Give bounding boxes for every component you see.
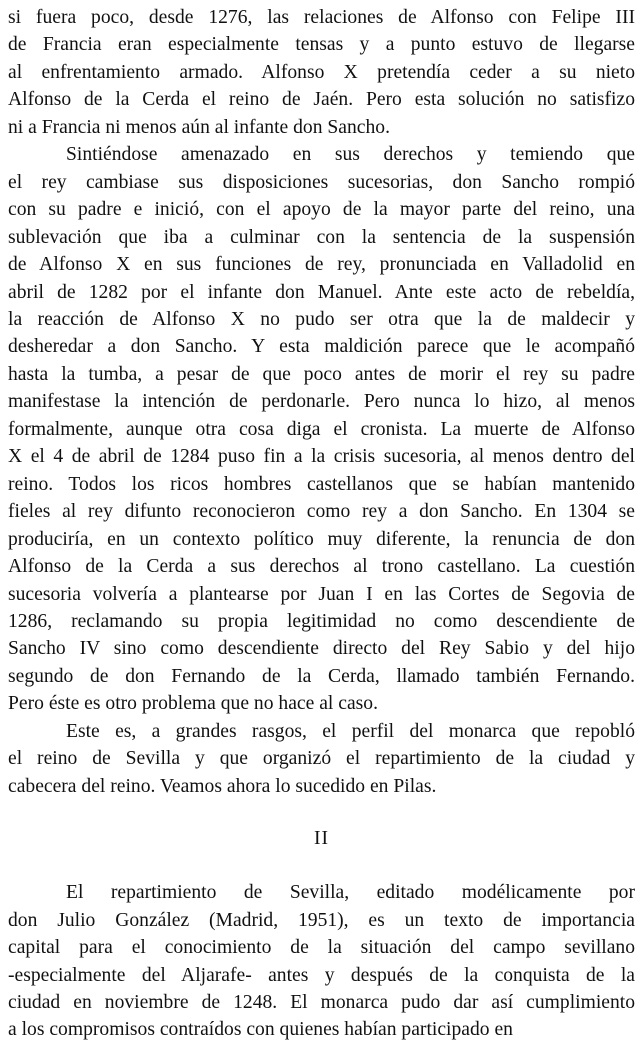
text-line: ciudad en noviembre de 1248. El monarca pudo dar así cumplimiento (8, 991, 635, 1013)
text-line: de Francia eran especialmente tensas y a punto estuvo de llegarse (8, 34, 635, 56)
text-line: con su padre e inició, con el apoyo de la mayor parte del reino, una (8, 199, 635, 221)
body-text-after-section (8, 879, 635, 1044)
text-line: desheredar a don Sancho. Y esta maldición parece que le acompañó (8, 336, 635, 358)
body-text-before-section (8, 4, 635, 800)
text-line: -especialmente del Aljarafe- antes y después de la conquista de la (8, 964, 635, 986)
text-line: don Julio González (Madrid, 1951), es un texto de importancia (8, 909, 635, 931)
text-line: abril de 1282 por el infante don Manuel. Ante este acto de rebeldía, (8, 281, 635, 303)
text-line: formalmente, aunque otra cosa diga el cronista. La muerte de Alfonso (8, 418, 635, 440)
text-line: ni a Francia ni menos aún al infante don Sancho. (8, 116, 390, 138)
text-line: Pero éste es otro problema que no hace al caso. (8, 693, 378, 715)
text-line: manifestase la intención de perdonarle. Pero nunca lo hizo, al menos (8, 391, 635, 413)
text-line: sucesoria volvería a plantearse por Juan I en las Cortes de Segovia de (8, 583, 635, 605)
text-line: el reino de Sevilla y que organizó el repartimiento de la ciudad y (8, 748, 635, 770)
text-line: cabecera del reino. Veamos ahora lo sucedido en Pilas. (8, 775, 437, 797)
text-line: reino. Todos los ricos hombres castellanos que se habían mantenido (8, 473, 635, 495)
text-line: si fuera poco, desde 1276, las relaciones de Alfonso con Felipe III (8, 7, 635, 28)
text-line: Sintiéndose amenazado en sus derechos y temiendo que (66, 144, 635, 166)
text-line: hasta la tumba, a pesar de que poco antes de morir el rey su padre (8, 363, 635, 385)
paragraph (8, 4, 635, 141)
text-line: fieles al rey difunto reconocieron como rey a don Sancho. En 1304 se (8, 501, 635, 523)
text-line: la reacción de Alfonso X no pudo ser otra que la de maldecir y (8, 308, 635, 330)
text-line: produciría, en un contexto político muy diferente, la renuncia de don (8, 528, 635, 550)
text-line: el rey cambiase sus disposiciones sucesorias, don Sancho rompió (8, 171, 635, 193)
text-line: segundo de don Fernando de la Cerda, llamado también Fernando. (8, 665, 635, 687)
paragraph (8, 879, 635, 1044)
paragraph (8, 718, 635, 800)
text-line: Alfonso de la Cerda el reino de Jaén. Pero esta solución no satisfizo (8, 89, 635, 111)
text-line: Sancho IV sino como descendiente directo del Rey Sabio y del hijo (8, 638, 635, 660)
text-line: 1286, reclamando su propia legitimidad no como descendiente de (8, 610, 635, 632)
text-line: Este es, a grandes rasgos, el perfil del monarca que repobló (66, 720, 635, 742)
text-line: a los compromisos contraídos con quienes habían participado en (8, 1019, 513, 1041)
section-heading: II (313, 828, 330, 850)
text-line: Alfonso de la Cerda a sus derechos al trono castellano. La cuestión (8, 556, 635, 578)
text-line: capital para el conocimiento de la situación del campo sevillano (8, 937, 635, 959)
text-line: sublevación que iba a culminar con la sentencia de la suspensión (8, 226, 635, 248)
text-line: El repartimiento de Sevilla, editado modélicamente por (66, 882, 635, 904)
paragraph (8, 141, 635, 718)
text-line: de Alfonso X en sus funciones de rey, pronunciada en Valladolid en (8, 254, 635, 276)
text-line: X el 4 de abril de 1284 puso fin a la crisis sucesoria, al menos dentro del (8, 446, 635, 468)
text-line: al enfrentamiento armado. Alfonso X pretendía ceder a su nieto (8, 61, 635, 83)
